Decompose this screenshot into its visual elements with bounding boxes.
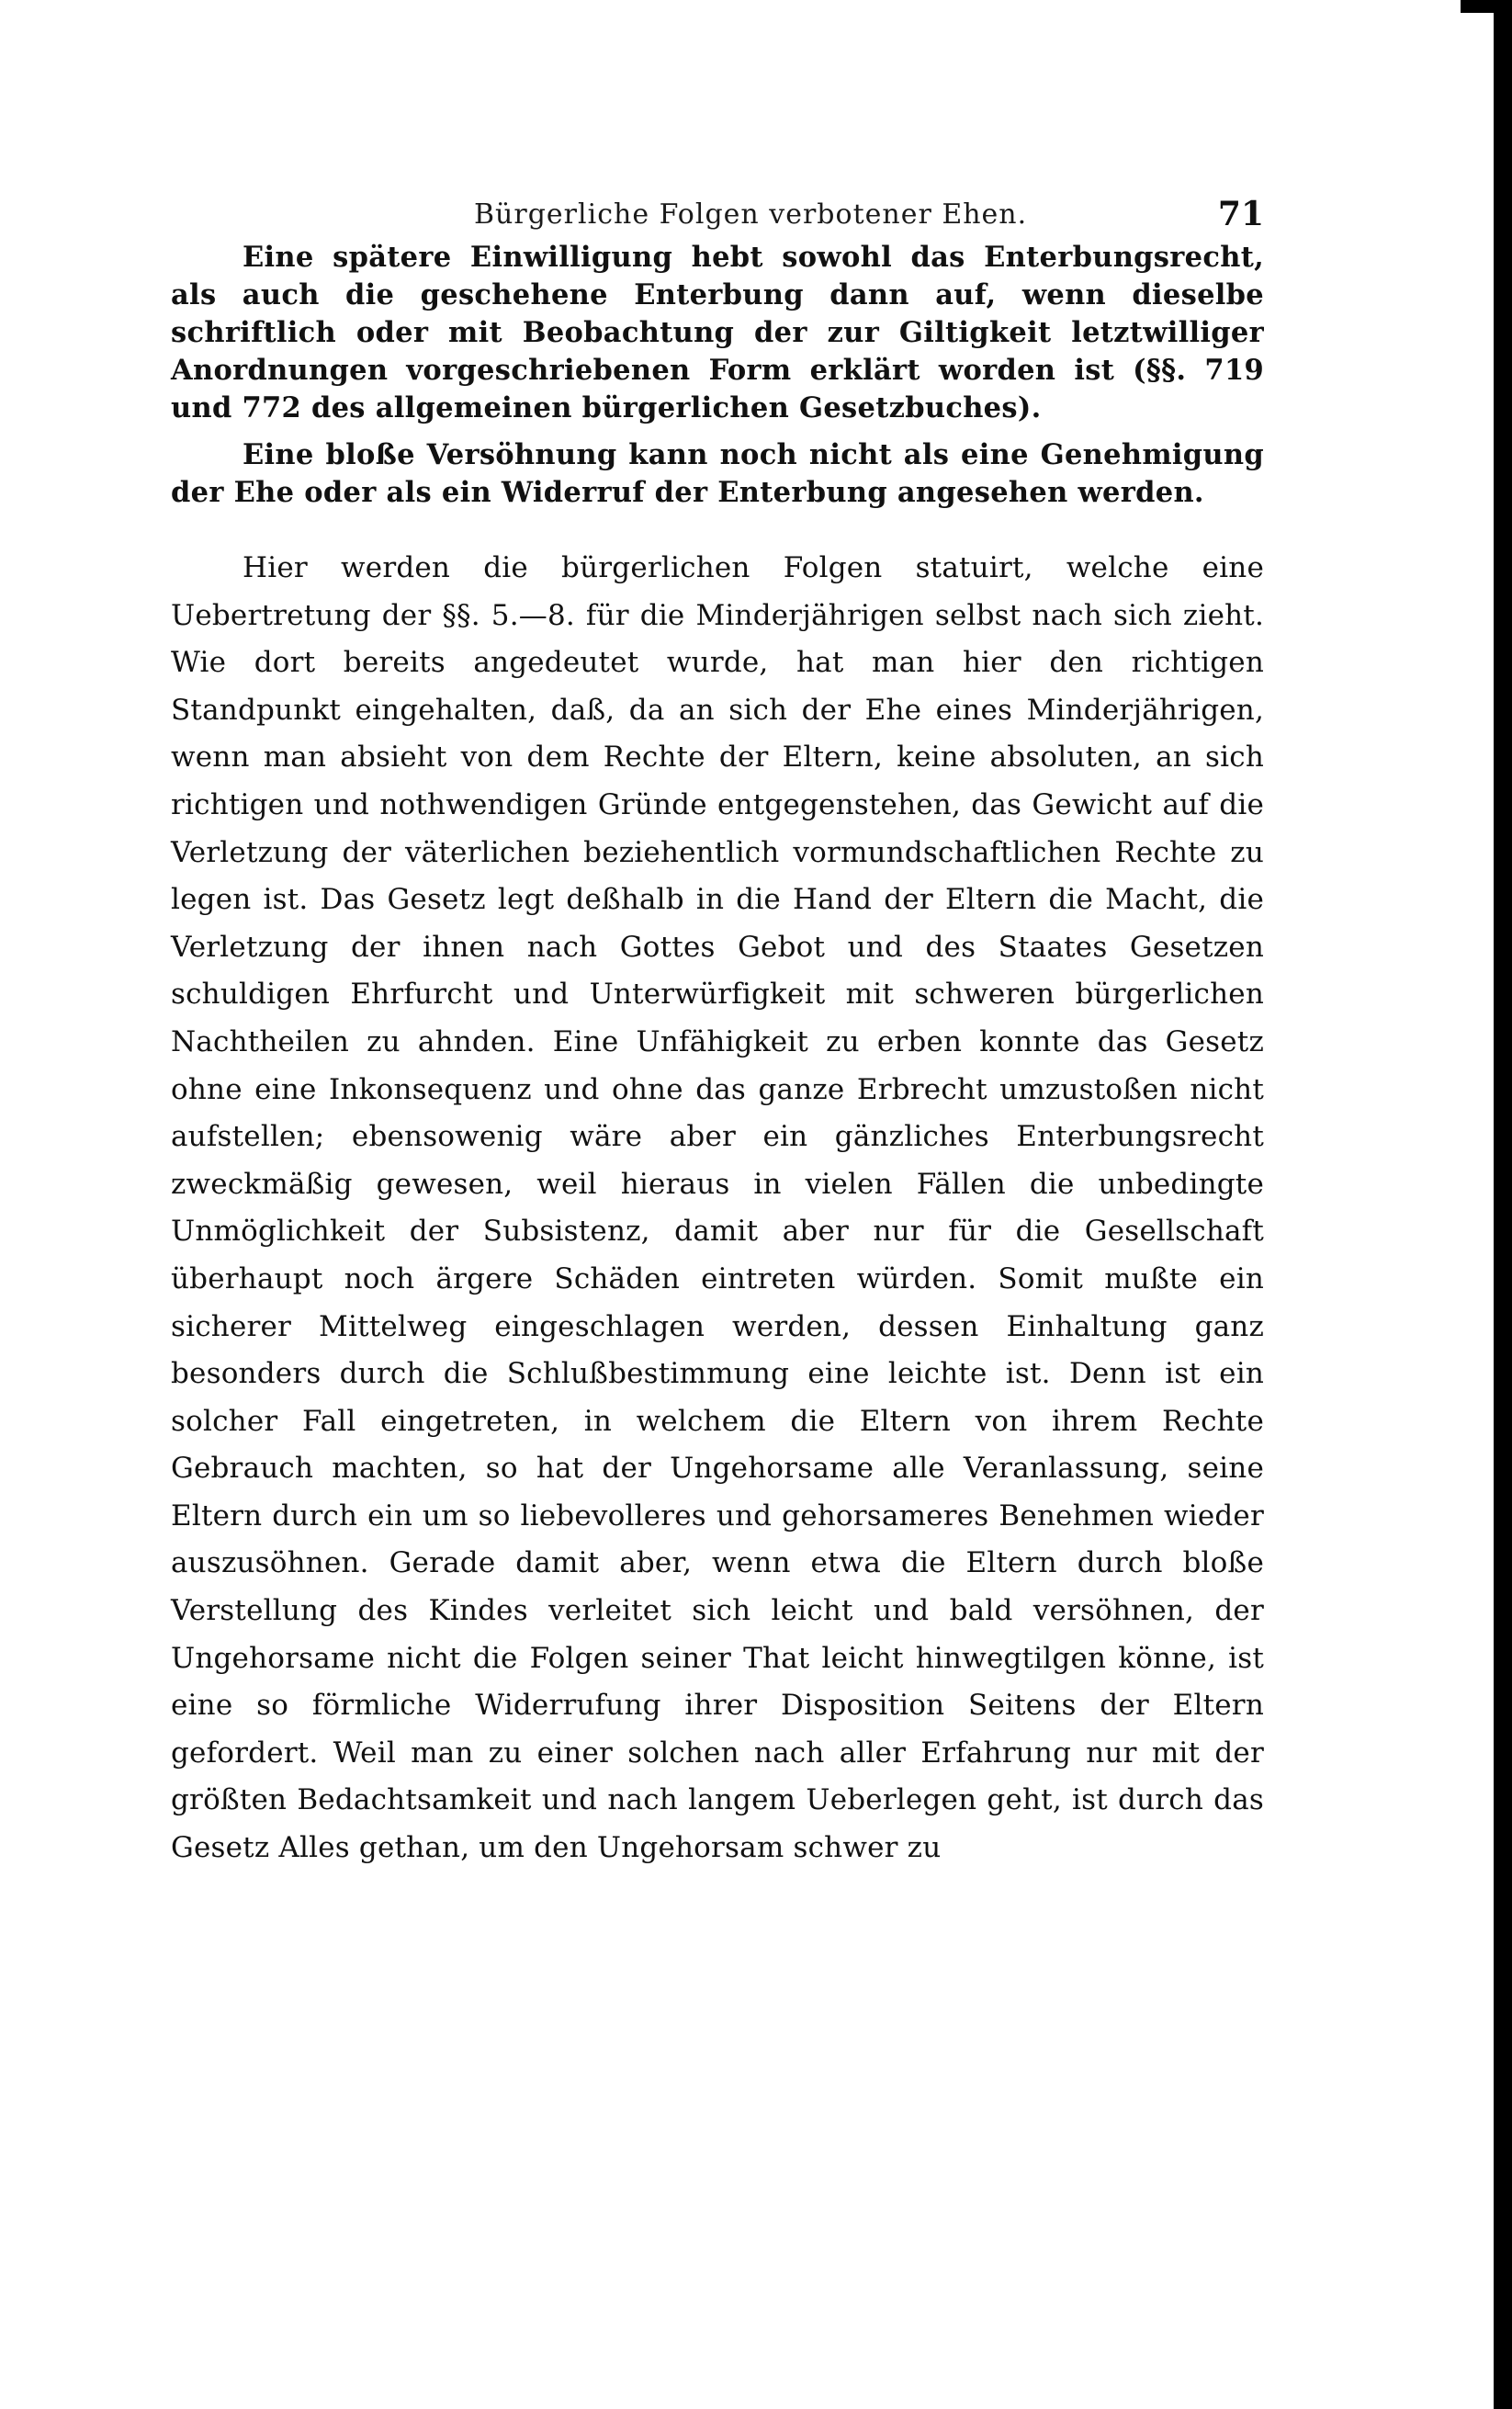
book-page (171, 175, 1264, 1872)
running-title: Bürgerliche Folgen verbotener Ehen. (474, 198, 1028, 231)
scan-corner-mark (1461, 0, 1512, 13)
law-paragraph-1: Eine spätere Einwilligung hebt sowohl das Enterbungsrecht, als auch die geschehene Enterbung dann auf, wenn dieselbe schriftlich oder mit Beobachtung der zur Giltigkeit letztwilliger Anordnungen vorgeschriebenen Form erklärt worden ist (§§. 719 und 772 des allgemeinen bürgerlichen Gesetzbuches). (171, 241, 1264, 424)
page-number: 71 (1217, 195, 1264, 233)
scan-edge-border (1494, 0, 1512, 2409)
running-header (171, 175, 1264, 239)
law-paragraph-2: Eine bloße Versöhnung kann noch nicht als eine Genehmigung der Ehe oder als ein Widerruf der Enterbung angesehen werden. (171, 438, 1264, 509)
commentary-paragraph: Hier werden die bürgerlichen Folgen statuirt, welche eine Uebertretung der §§. 5.—8. für die Minderjährigen selbst nach sich zieht. Wie dort bereits angedeutet wurde, hat man hier den richtigen Standpunkt eingehalten, daß, da an sich der Ehe eines Minderjährigen, wenn man absieht von dem Rechte der Eltern, keine absoluten, an sich richtigen und nothwendigen Gründe entgegenstehen, das Gewicht auf die Verletzung der väterlichen beziehentlich vormundschaftlichen Rechte zu legen ist. Das Gesetz legt deßhalb in die Hand der Eltern die Macht, die Verletzung der ihnen nach Gottes Gebot und des Staates Gesetzen schuldigen Ehrfurcht und Unterwürfigkeit mit schweren bürgerlichen Nachtheilen zu ahnden. Eine Unfähigkeit zu erben konnte das Gesetz ohne eine Inkonsequenz und ohne das ganze Erbrecht umzustoßen nicht aufstellen; ebensowenig wäre aber ein gänzliches Enterbungsrecht zweckmäßig gewesen, weil hieraus in vielen Fällen die unbedingte Unmöglichkeit der Subsistenz, damit aber nur für die Gesellschaft überhaupt noch ärgere Schäden eintreten würden. Somit mußte ein sicherer Mittelweg eingeschlagen werden, dessen Einhaltung ganz besonders durch die Schlußbestimmung eine leichte ist. Denn ist ein solcher Fall eingetreten, in welchem die Eltern von ihrem Rechte Gebrauch machten, so hat der Ungehorsame alle Veranlassung, seine Eltern durch ein um so liebevolleres und gehorsameres Benehmen wieder auszusöhnen. Gerade damit aber, wenn etwa die Eltern durch bloße Verstellung des Kindes verleitet sich leicht und bald versöhnen, der Ungehorsame nicht die Folgen seiner That leicht hinwegtilgen könne, ist eine so förmliche Widerrufung ihrer Disposition Seitens der Eltern gefordert. Weil man zu einer solchen nach aller Erfahrung nur mit der größten Bedachtsamkeit und nach langem Ueberlegen geht, ist durch das Gesetz Alles gethan, um den Ungehorsam schwer zu (171, 551, 1264, 1865)
